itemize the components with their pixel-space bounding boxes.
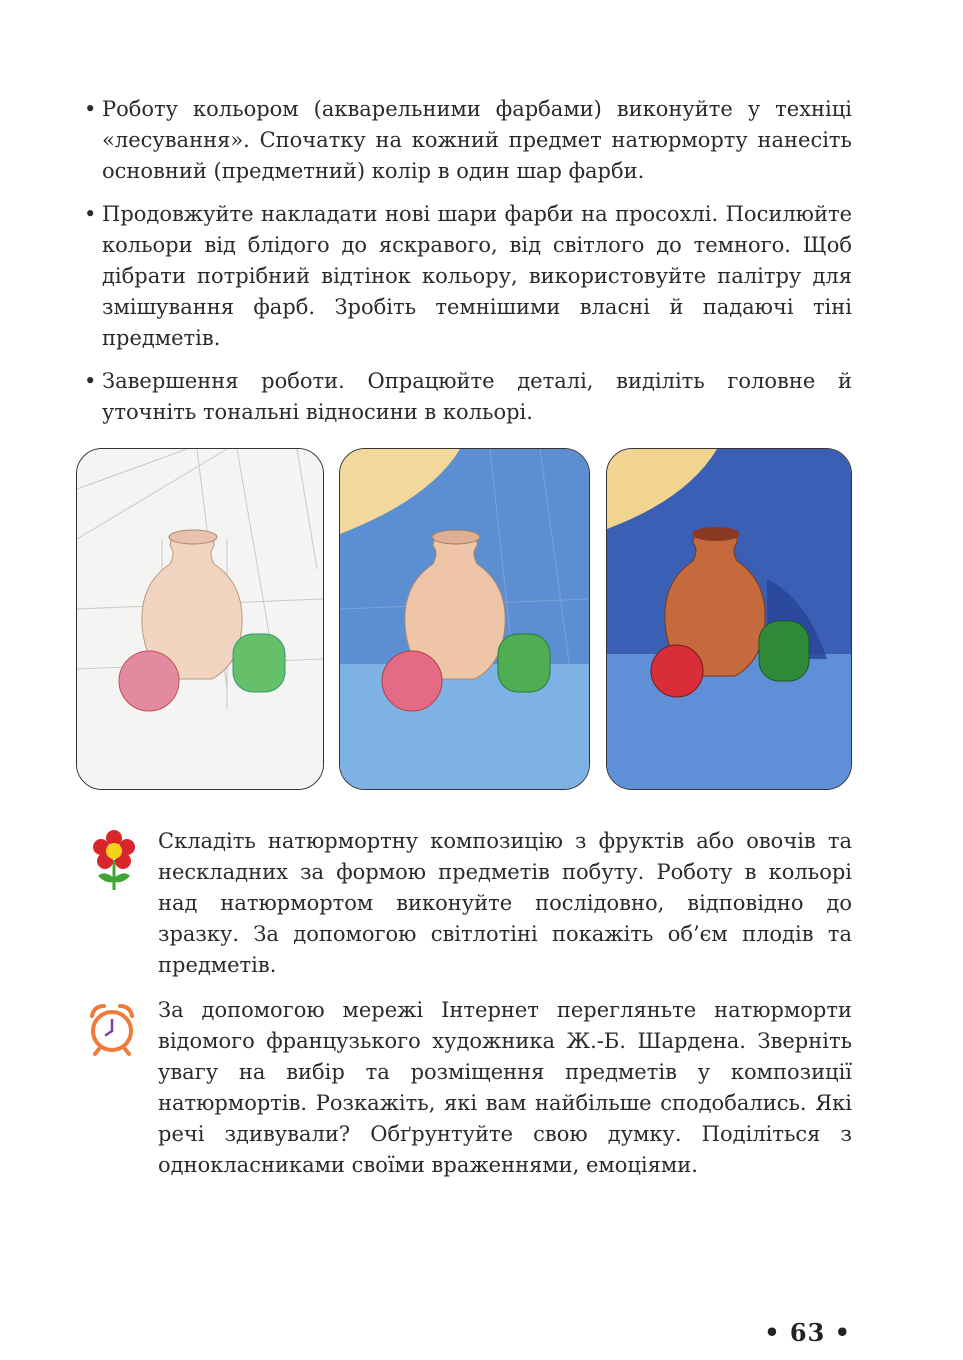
bullet-marker: • [84,97,97,121]
alarm-clock-icon [86,1002,138,1056]
instruction-text: Роботу кольором (акварельними фарбами) виконуйте у техніці «лесування». Спочатку на кожний предмет натюрморту нанесіть основний (предметний) колір в один шар фарби. [102,97,852,183]
clock-task-text: За допомогою мережі Інтернет перегляньте натюрморти відомого французького художника Ж.-Б. Шардена. Зверніть увагу на вибір та розміщення предметів у композиції натюрмортів. Розкажіть, які вам найбільше сподобались. Які речі здивували? Обґрунтуйте свою думку. Поділіться з однокласниками своїми враженнями, емоціями. [158,998,852,1177]
instruction-list [84,94,852,440]
bullet-marker: • [84,202,97,226]
page-number: • 63 • [764,1318,851,1347]
flower-icon [92,830,136,892]
bullet-marker: • [84,369,97,393]
instruction-item [84,199,852,354]
still-life-stage-2-image [339,448,590,790]
instruction-item [84,94,852,187]
instruction-text: Продовжуйте накладати нові шари фарби на просохлі. Посилюйте кольори від блідого до яскравого, від світлого до темного. Щоб дібрати потрібний відтінок кольору, використовуйте палітру для змішування фарб. Зробіть темнішими власні й падаючі тіні предметів. [102,202,852,350]
still-life-stage-3-image [606,448,852,790]
instruction-item [84,366,852,428]
instruction-text: Завершення роботи. Опрацюйте деталі, виділіть головне й уточніть тональні відносини в кольорі. [102,369,852,424]
flower-task-text: Складіть натюрмортну композицію з фруктів або овочів та нескладних за формою предметів побуту. Роботу в кольорі над натюрмортом виконуйте послідовно, відповідно до зразку. За допомогою світлотіні покажіть об’єм плодів та предметів. [158,829,852,977]
still-life-stage-1-image [76,448,324,790]
